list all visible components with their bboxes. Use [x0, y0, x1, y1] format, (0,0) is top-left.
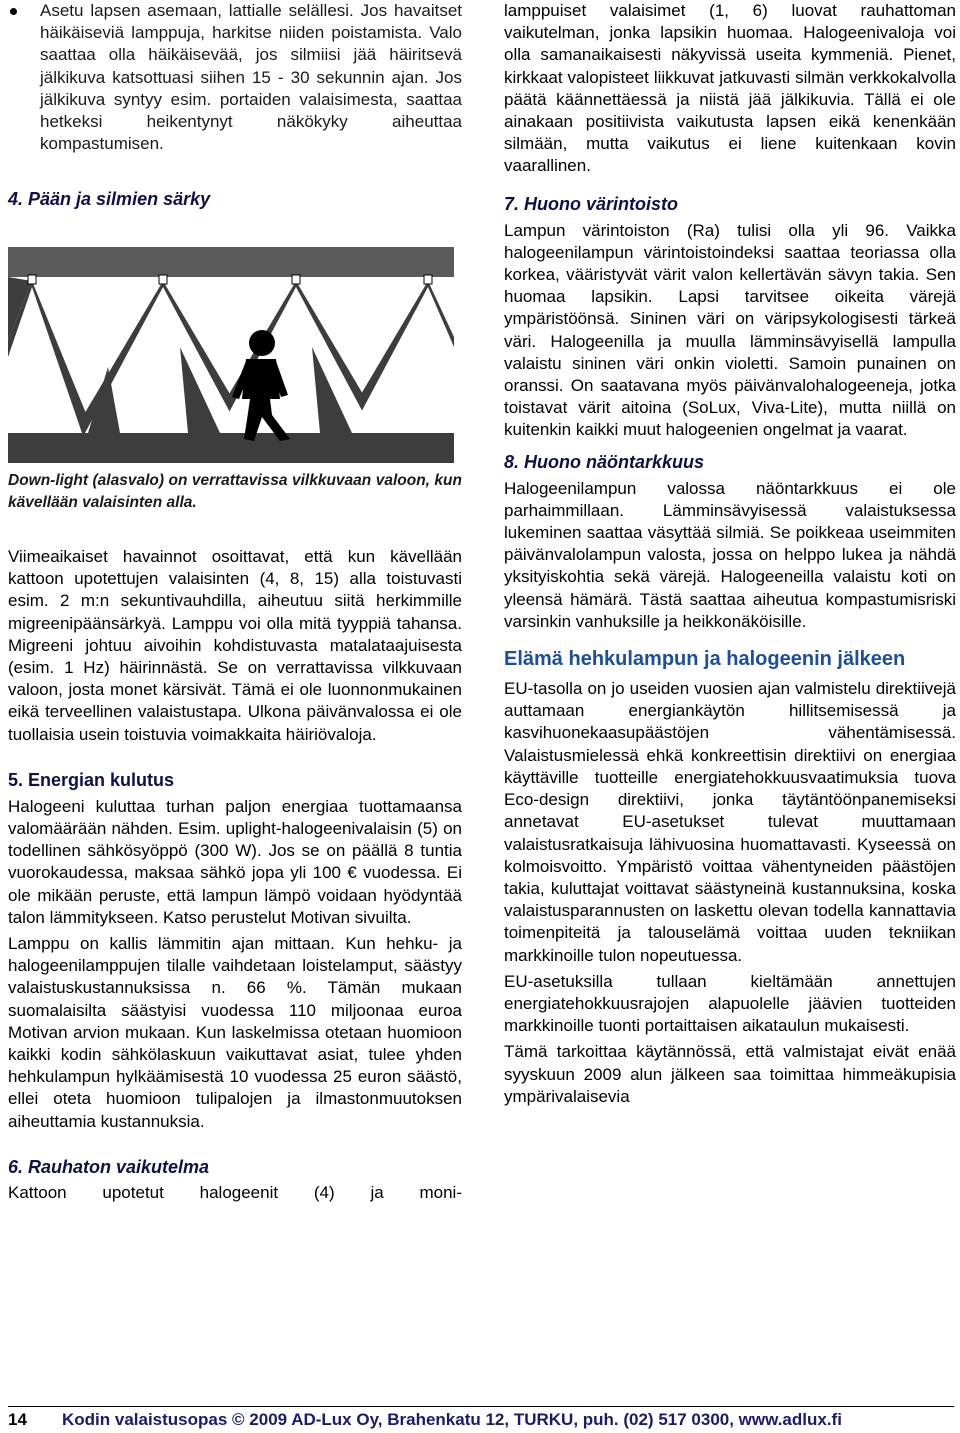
page-number: 14 — [8, 1410, 27, 1429]
bullet-icon — [10, 8, 17, 15]
heading-visual-acuity: 8. Huono näöntarkkuus — [504, 451, 705, 472]
heading-headache: 4. Pään ja silmien särky — [8, 189, 211, 210]
figure-caption: Down-light (alasvalo) on verrattavissa vilkkuvaan valoon, kun kävellään valaisinten alla. — [8, 472, 462, 511]
paragraph-restless-cont: lamppuiset valaisimet (1, 6) luovat rauhattoman vaikutelman, jonka lapsikin huomaa. Halogeenivaloja voi olla samanaikaisesti näkyvissä useita kymmeniä. Pienet, kirkkaat valopisteet liikkuvat jatkuvasti silmän verkkokalvolla päätä käännettäessä ja niistä jää jälkikuvia. Tällä ei ole ainakaan positiivista vaikutusta lapsen eikä kenenkään silmään, mutta vaikutus ei liene kuitenkaan kovin vaarallinen. — [504, 1, 956, 176]
lamp-icon — [159, 275, 167, 284]
downlight-figure — [8, 247, 454, 463]
page-footer — [8, 1406, 954, 1433]
paragraph-eu-1: EU-tasolla on jo useiden vuosien ajan valmistelu direktiivejä auttamaan energiankäytön hillitsemisessä ja kasvihuonekaasupäästöjen vähentämisessä. Valaistusmielessä ehkä konkreettisin direktiivi on energiaa käyttäville tuotteille energiatehokkuusvaatimuksia tuova Eco-design direktiivi, jonka täytäntöönpanemiseksi annetavat EU-asetukset tulevat muuttamaan valaistusratkaisuja lähivuosina huomattavasti. Kyseessä on kolmoisvoitto. Ympäristö voittaa vähentyneiden päästöjen takia, kuluttajat voittavat säästyneinä kustannuksina, koska valaistusparannusten on laskettu olevan todella kannattavia toimenpiteitä ja talouselämä voittaa uuden tekniikan markkinoille tulon nopeutuessa. — [504, 679, 956, 965]
heading-color-rendering: 7. Huono värintoisto — [504, 193, 679, 214]
footer-text: Kodin valaistusopas © 2009 AD-Lux Oy, Brahenkatu 12, TURKU, puh. (02) 517 0300, www.adlux.fi — [62, 1410, 842, 1429]
heading-restless: 6. Rauhaton vaikutelma — [8, 1156, 210, 1177]
paragraph-restless: Kattoon upotetut halogeenit (4) ja moni- — [8, 1182, 462, 1202]
lamp-icon — [292, 275, 300, 284]
paragraph-energy-2: Lamppu on kallis lämmitin ajan mittaan. Kun hehku- ja halogeenilamppujen tilalle vaihdetaan loistelamput, säästyy valaistuskustannuksissa n. 66 %. Tämän mukaan suomalaisilta säästyisi vuodessa 110 miljoonaa euroa Motivan arvion mukaan. Kun laskelmissa otetaan huomioon kaikki kodin sähkölaskuun vaikuttavat asiat, tulee yhden hehkulampun hylkäämisestä 10 vuodessa 25 euron säästö, ellei oteta huomioon tulipalojen ja ilmastonmuutoksen aiheuttamia kustannuksia. — [8, 934, 462, 1131]
paragraph-visual-acuity: Halogeenilampun valossa näöntarkkuus ei ole parhaimmillaan. Lämminsävyisessä valaistuksessa lukeminen saattaa väsyttää silmiä. Se poikkeaa useimmiten päivänvalolampun valosta, jossa on helppo lukea ja nähdä yksityiskohtia sekä värejä. Halogeeneilla valaistu koti on yleensä hämärä. Tästä saattaa aiheutua kompastumisriski varsinkin vanhuksille ja heikkonäköisille. — [504, 478, 956, 631]
left-column — [8, 0, 462, 211]
tip-text: Asetu lapsen asemaan, lattialle selällesi. Jos havaitset häikäiseviä lamppuja, harkitse niiden poistamista. Valo saattaa olla häikäisevää, jos silmiisi jää häiritsevä jälkikuva katsottuasi siihen 15 - 30 sekunnin ajan. Jos jälkikuva syntyy esim. portaiden valaisimesta, saattaa hetkeksi heikentynyt näkökyky aiheuttaa kompastumisen. — [40, 1, 462, 154]
heading-energy: 5. Energian kulutus — [8, 769, 175, 790]
left-column-lower — [8, 470, 462, 1204]
section-heading: Elämä hehkulampun ja halogeenin jälkeen — [504, 648, 906, 671]
paragraph-headache: Viimeaikaiset havainnot osoittavat, että kun kävellään kattoon upotettujen valaisinten (4, 8, 15) alla toistuvasti esim. 2 m:n sekuntivauhdilla, aiheutuu siitä herkimmille migreenipäänsärkyä. Lamppu voi olla mitä tyyppiä tahansa. Migreeni johtuu aivoihin kohdistuvasta matalataajuisesta (esim. 1 Hz) häirinnästä. Se on verrattavissa vilkkuvaan valoon, josta monet kärsivät. Tämä ei ole luonnonmukainen eikä terveellinen valaistustapa. Ulkona päivänvalossa ei ole tuollaisia usein toistuvia voimakkaita häiriövaloja. — [8, 547, 462, 744]
paragraph-energy-1: Halogeeni kuluttaa turhan paljon energiaa tuottamaansa valomäärään nähden. Esim. uplight-halogeenivalaisin (5) on todellinen sähkösyöppö (300 W). Jos se on päällä 8 tuntia vuorokaudessa, maksaa sähkö jopa yli 100 € vuodessa. Ei ole mikään peruste, että lampun lämpö voidaan hyödyntää talon lämmitykseen. Katso perustelut Motivan sivuilta. — [8, 796, 462, 927]
ceiling — [8, 247, 454, 277]
paragraph-eu-2: EU-asetuksilla tullaan kieltämään annettujen energiatehokkuusrajojen alapuolelle jäävien tuotteiden markkinoille tuonti portaittaisen aikataulun mukaisesti. — [504, 971, 956, 1036]
lamp-icon — [424, 275, 432, 284]
lamp-icon — [28, 275, 36, 284]
paragraph-color-rendering: Lampun värintoiston (Ra) tulisi olla yli 96. Vaikka halogeenilampun värintoistoindeksi saattaa teoriassa olla korkea, vääristyvät värit valon kellertävän sävyn takia. Sen huomaa lapsikin. Lapsi tarvitsee oikeita värejä ympäristöönsä. Sininen väri on väripsykologisesti tärkeä väri. Halogeenilla ja muulla lämminsävyisellä lampulla valaistu sininen väri onkin violetti. Samoin punainen on oranssi. On saatavana myös päivänvalohalogeeneja, jotka toistavat värit aitoina (SoLux, Viva-Lite), mutta niillä on kuitenkin kaikki muut halogeenien ongelmat ja vaarat. — [504, 220, 956, 440]
paragraph-eu-3: Tämä tarkoittaa käytännössä, että valmistajat eivät enää syyskuun 2009 alun jälkeen saa toimittaa himmeäkupisia ympärivalaisevia — [504, 1042, 956, 1106]
tip-bullet — [8, 0, 462, 155]
floor — [8, 433, 454, 463]
right-column — [504, 0, 956, 1108]
